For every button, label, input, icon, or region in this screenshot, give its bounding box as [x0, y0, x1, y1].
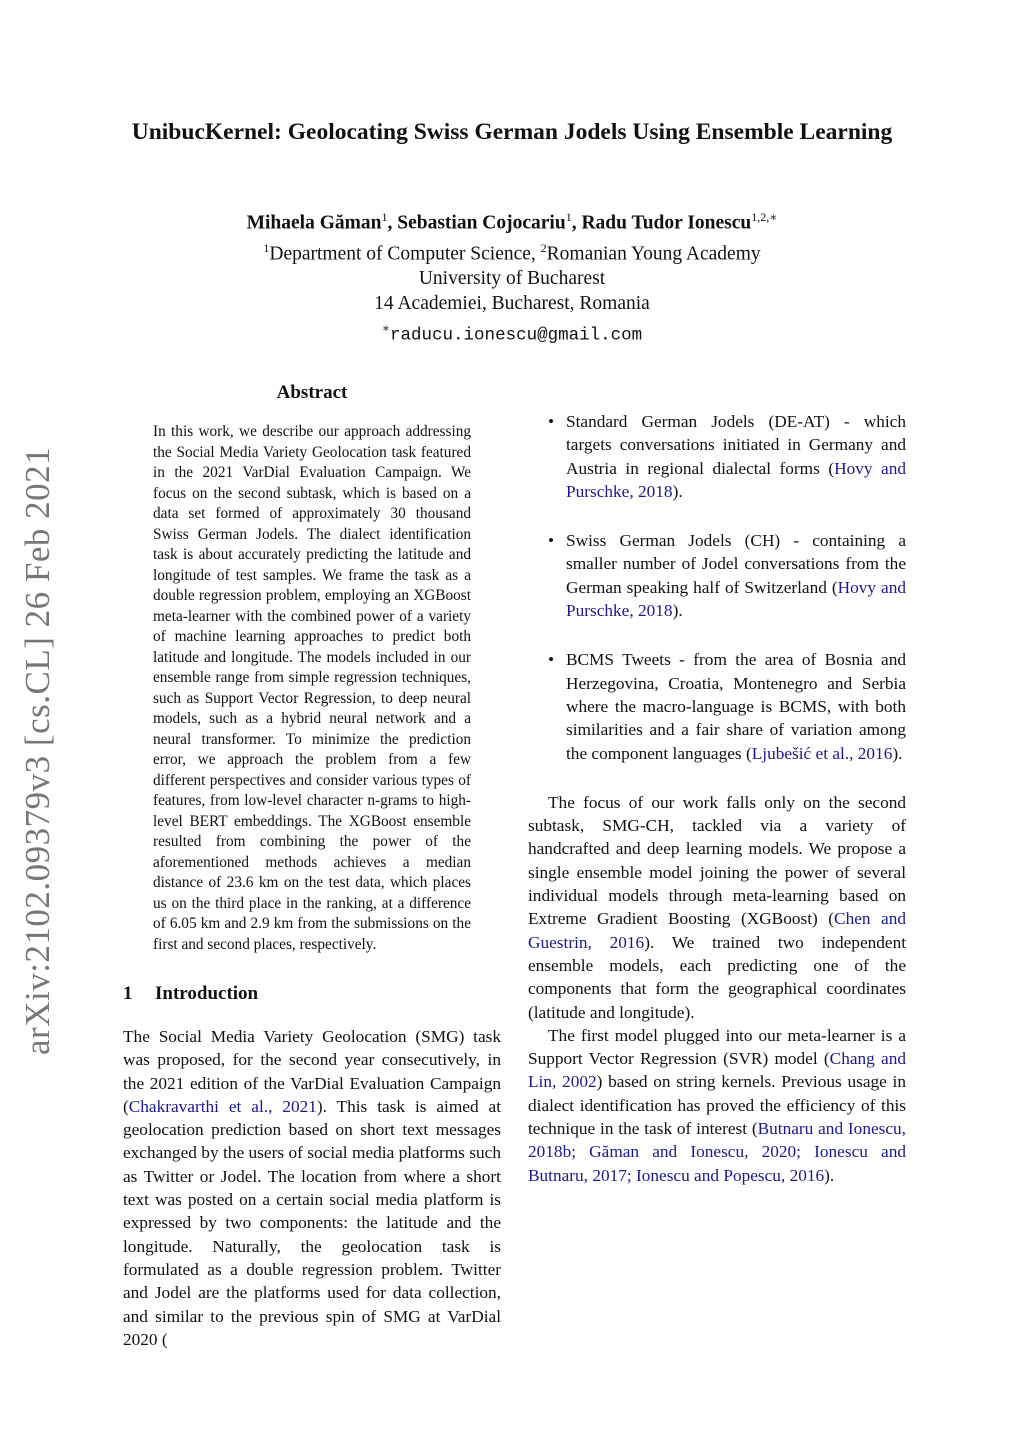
author-affiliation-mark: 1: [565, 210, 572, 224]
list-item: • Swiss German Jodels (CH) - containing a smaller number of Jodel conversations from the German speaking half of Switzerland (Hovy and Purschke, 2018).: [548, 531, 906, 621]
citation-link[interactable]: Hovy and Purschke, 2018: [566, 577, 906, 621]
body-paragraph: The first model plugged into our meta-learner is a Support Vector Regression (SVR) model (Chang and Lin, 2002) based on string kernels. Previous usage in dialect identification has proved the efficiency of this technique in the task of interest (Butnaru and Ionescu, 2018b; Găman and Ionescu, 2020; Ionescu and Butnaru, 2017; Ionescu and Popescu, 2016).: [528, 1025, 906, 1185]
author-block: [120, 205, 904, 348]
author-name: Mihaela Găman: [246, 212, 382, 234]
body-paragraph: The focus of our work falls only on the second subtask, SMG-CH, tackled via a variety of handcrafted and deep learning models. We propose a single ensemble model joining the power of several individual models through meta-learning based on Extreme Gradient Boosting (XGBoost) (Chen and Guestrin, 2016). We trained two independent ensemble models, each predicting one of the components that form the geographical coordinates (latitude and longitude).: [528, 792, 907, 1022]
author-affiliation-mark: 1: [381, 210, 388, 224]
affiliations: $^1$Department of Computer Science, $^2$Romanian Young Academy: [263, 241, 761, 265]
subtask-list: [528, 410, 906, 765]
citation-link[interactable]: Butnaru and Ionescu, 2018b; Găman and Ionescu, 2020; Ionescu and Butnaru, 2017; Ionescu and Popescu, 2016: [528, 1119, 906, 1185]
author-names: Mihaela Găman$^1$, Sebastian Cojocariu$^1$, Radu Tudor Ionescu$^{1,2,∗}$: [246, 210, 778, 234]
arxiv-identifier: arXiv:2102.09379v3 [cs.CL] 26 Feb 2021: [18, 446, 57, 1055]
abstract-heading: Abstract: [276, 382, 348, 403]
citation-link[interactable]: Ljubešić et al., 2016: [751, 743, 893, 763]
citation-link[interactable]: Chakravarthi et al., 2021: [128, 1096, 317, 1116]
list-item: • Standard German Jodels (DE-AT) - which targets conversations initiated in Germany and Austria in regional dialectal forms (Hovy and Purschke, 2018).: [548, 412, 906, 501]
citation-link[interactable]: Chen and Guestrin, 2016: [528, 909, 906, 952]
bullet-icon: •: [548, 412, 555, 431]
abstract-text: In this work, we describe our approach addressing the Social Media Variety Geolocation task featured in the 2021 VarDial Evaluation Campaign. We focus on the second subtask, which is based on a data set formed of approximately 30 thousand Swiss German Jodels. The dialect identification task is about accurately predicting the latitude and longitude of test samples. We frame the task as a double regression problem, employing an XGBoost meta-learner with the combined power of a variety of machine learning approaches to predict both latitude and longitude. The models included in our ensemble range from simple regression techniques, such as Support Vector Regression, to deep neural models, such as a hybrid neural network and a neural transformer. To minimize the prediction error, we approach the problem from a few different perspectives and consider various types of features, from low-level character n-grams to high-level BERT embeddings. The XGBoost ensemble resulted from combining the power of the aforementioned methods achieves a median distance of 23.6 km on the test data, which places us on the third place in the ranking, at a difference of 6.05 km and 2.9 km from the submissions on the first and second places, respectively.: [153, 423, 471, 953]
author-name: Radu Tudor Ionescu: [581, 212, 752, 234]
list-item: • BCMS Tweets - from the area of Bosnia and Herzegovina, Croatia, Montenegro and Serbia where the macro-language is BCMS, with both similarities and a fair share of variation among the component languages (Ljubešić et al., 2016).: [548, 650, 906, 763]
citation-link[interactable]: Hovy and Purschke, 2018: [566, 458, 906, 501]
university: University of Bucharest: [418, 268, 606, 289]
bullet-icon: •: [548, 650, 555, 670]
right-column: [528, 380, 906, 1187]
left-column: [123, 380, 501, 1351]
paper-title: UnibucKernel: Geolocating Swiss German Jodels Using Ensemble Learning: [131, 119, 893, 145]
citation-link[interactable]: Chang and Lin, 2002: [528, 1049, 906, 1092]
email: ∗raducu.ionescu@gmail.com: [381, 321, 643, 346]
intro-paragraph: The Social Media Variety Geolocation (SMG) task was proposed, for the second year consecutively, in the 2021 edition of the VarDial Evaluation Campaign (Chakravarthi et al., 2021). This task is aimed at geolocation prediction based on short text messages exchanged by the users of social media platforms such as Twitter or Jodel. The location from where a short text was posted on a certain social media platform is expressed by two components: the latitude and the longitude. Naturally, the geolocation task is formulated as a double regression problem. Twitter and Jodel are the platforms used for data collection, and similar to the previous spin of SMG at VarDial 2020 (: [123, 1027, 501, 1349]
author-name: Sebastian Cojocariu: [397, 212, 566, 234]
bullet-icon: •: [548, 531, 555, 551]
address: 14 Academiei, Bucharest, Romania: [374, 292, 650, 314]
author-affiliation-mark: 1,2,∗: [751, 210, 778, 224]
section-heading-introduction: 1 Introduction: [123, 983, 259, 1004]
